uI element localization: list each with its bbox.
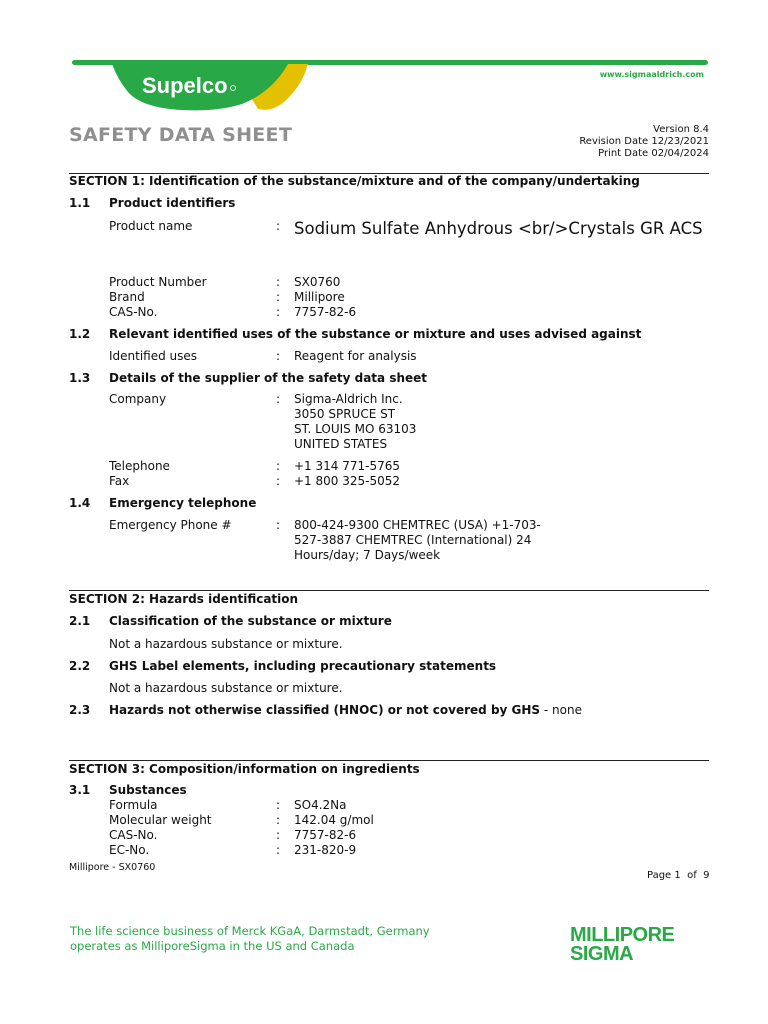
company-line: ST. LOUIS MO 63103 xyxy=(294,422,417,436)
product-number-value: SX0760 xyxy=(294,275,341,289)
subsection-number: 2.3 xyxy=(69,703,91,717)
subsection-title: Product identifiers xyxy=(109,196,236,210)
subsection-number: 1.2 xyxy=(69,327,91,341)
colon: : xyxy=(276,290,281,304)
colon: : xyxy=(276,392,281,406)
colon: : xyxy=(276,305,281,319)
label-elements-text: Not a hazardous substance or mixture. xyxy=(109,681,343,695)
identified-uses-label: Identified uses xyxy=(109,349,198,363)
document-reference: Millipore - SX0760 xyxy=(69,862,156,873)
product-name-label: Product name xyxy=(109,219,193,233)
ec-label: EC-No. xyxy=(109,843,150,857)
colon: : xyxy=(276,518,281,532)
print-date: Print Date 02/04/2024 xyxy=(598,148,709,159)
website-url[interactable]: www.sigmaaldrich.com xyxy=(599,70,704,79)
cas-label: CAS-No. xyxy=(109,828,158,842)
fax-label: Fax xyxy=(109,474,130,488)
colon: : xyxy=(276,798,281,812)
brand-value: Millipore xyxy=(294,290,345,304)
svg-text:Supelco: Supelco xyxy=(142,73,228,98)
subsection-number: 1.3 xyxy=(69,371,91,385)
section-1-rule xyxy=(69,173,709,174)
company-line: UNITED STATES xyxy=(294,437,388,451)
emergency-phone-label: Emergency Phone # xyxy=(109,518,232,532)
brand-label: Brand xyxy=(109,290,145,304)
section-2-rule xyxy=(69,590,709,591)
ec-value: 231-820-9 xyxy=(294,843,357,857)
subsection-number: 1.4 xyxy=(69,496,91,510)
svg-text:SIGMA: SIGMA xyxy=(570,943,634,964)
emergency-phone-line: 527-3887 CHEMTREC (International) 24 xyxy=(294,533,532,547)
formula-value: SO4.2Na xyxy=(294,798,347,812)
version: Version 8.4 xyxy=(653,124,709,135)
subsection-title xyxy=(109,703,582,717)
colon: : xyxy=(276,813,281,827)
fax-value: +1 800 325-5052 xyxy=(294,474,400,488)
emergency-phone-line: 800-424-9300 CHEMTREC (USA) +1-703- xyxy=(294,518,541,532)
product-number-label: Product Number xyxy=(109,275,207,289)
colon: : xyxy=(276,843,281,857)
telephone-value: +1 314 771-5765 xyxy=(294,459,400,473)
hnoc-title: Hazards not otherwise classified (HNOC) or not covered by GHS xyxy=(109,703,541,717)
subsection-number: 3.1 xyxy=(69,783,91,797)
colon: : xyxy=(276,828,281,842)
subsection-title: Details of the supplier of the safety data sheet xyxy=(109,371,428,385)
hnoc-value: - none xyxy=(540,703,582,717)
subsection-title: GHS Label elements, including precautionary statements xyxy=(109,659,497,673)
identified-uses-value: Reagent for analysis xyxy=(294,349,417,363)
colon: : xyxy=(276,459,281,473)
product-name-value: Sodium Sulfate Anhydrous <br/>Crystals GR ACS xyxy=(294,219,703,238)
svg-text:MILLIPORE: MILLIPORE xyxy=(570,924,675,946)
page-number: Page 1 of 9 xyxy=(647,870,710,881)
supelco-logo xyxy=(112,62,312,112)
colon: : xyxy=(276,219,281,233)
cas-value: 7757-82-6 xyxy=(294,305,357,319)
molecular-weight-label: Molecular weight xyxy=(109,813,212,827)
company-label: Company xyxy=(109,392,167,406)
molecular-weight-value: 142.04 g/mol xyxy=(294,813,374,827)
subsection-title: Classification of the substance or mixture xyxy=(109,614,392,628)
classification-text: Not a hazardous substance or mixture. xyxy=(109,637,343,651)
page-title: SAFETY DATA SHEET xyxy=(69,124,293,146)
cas-value: 7757-82-6 xyxy=(294,828,357,842)
revision-date: Revision Date 12/23/2021 xyxy=(579,136,709,147)
subsection-title: Substances xyxy=(109,783,187,797)
section-3-heading: SECTION 3: Composition/information on ingredients xyxy=(69,762,420,776)
subsection-title: Emergency telephone xyxy=(109,496,257,510)
telephone-label: Telephone xyxy=(109,459,170,473)
tagline-line-2: operates as MilliporeSigma in the US and Canada xyxy=(70,939,355,953)
section-1-heading: SECTION 1: Identification of the substance/mixture and of the company/undertaking xyxy=(69,174,640,188)
milliporesigma-logo xyxy=(570,922,720,964)
company-line: Sigma-Aldrich Inc. xyxy=(294,392,403,406)
subsection-number: 2.2 xyxy=(69,659,91,673)
colon: : xyxy=(276,474,281,488)
company-line: 3050 SPRUCE ST xyxy=(294,407,396,421)
formula-label: Formula xyxy=(109,798,158,812)
tagline-line-1: The life science business of Merck KGaA, Darmstadt, Germany xyxy=(70,924,430,938)
subsection-title: Relevant identified uses of the substance or mixture and uses advised against xyxy=(109,327,642,341)
colon: : xyxy=(276,275,281,289)
section-3-rule xyxy=(69,760,709,761)
section-2-heading: SECTION 2: Hazards identification xyxy=(69,592,299,606)
subsection-number: 2.1 xyxy=(69,614,91,628)
cas-label: CAS-No. xyxy=(109,305,158,319)
emergency-phone-line: Hours/day; 7 Days/week xyxy=(294,548,441,562)
colon: : xyxy=(276,349,281,363)
subsection-number: 1.1 xyxy=(69,196,91,210)
